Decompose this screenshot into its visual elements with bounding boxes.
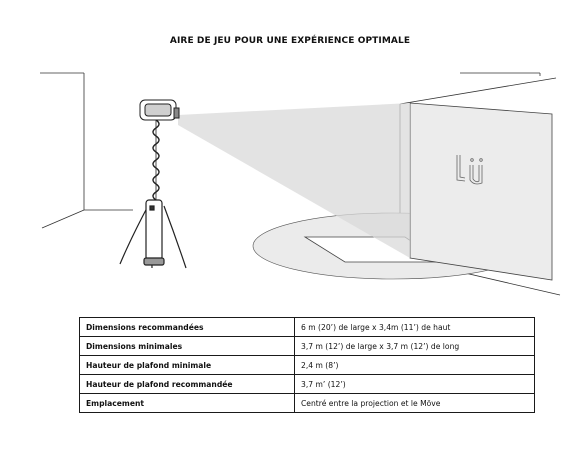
spec-label: Hauteur de plafond minimale	[80, 356, 295, 375]
table-row	[80, 375, 535, 394]
room-illustration	[0, 55, 580, 305]
table-row	[80, 318, 535, 337]
spec-label: Dimensions minimales	[80, 337, 295, 356]
diagram-title: AIRE DE JEU POUR UNE EXPÉRIENCE OPTIMALE	[169, 36, 411, 46]
spec-label: Dimensions recommandées	[80, 318, 295, 337]
spec-value: 2,4 m (8’)	[295, 356, 535, 375]
spec-label: Emplacement	[80, 394, 295, 413]
spec-value: 3,7 m (12’) de large x 3,7 m (12’) de long	[295, 337, 535, 356]
spec-label: Hauteur de plafond recommandée	[80, 375, 295, 394]
table-row	[80, 394, 535, 413]
specs-table	[79, 317, 535, 413]
spec-value: 3,7 m’ (12’)	[295, 375, 535, 394]
projector-icon	[140, 100, 179, 120]
projection-screen	[410, 103, 552, 280]
table-row	[80, 337, 535, 356]
table-row	[80, 356, 535, 375]
spec-value: 6 m (20’) de large x 3,4m (11’) de haut	[295, 318, 535, 337]
spec-value: Centré entre la projection et le Möve	[295, 394, 535, 413]
